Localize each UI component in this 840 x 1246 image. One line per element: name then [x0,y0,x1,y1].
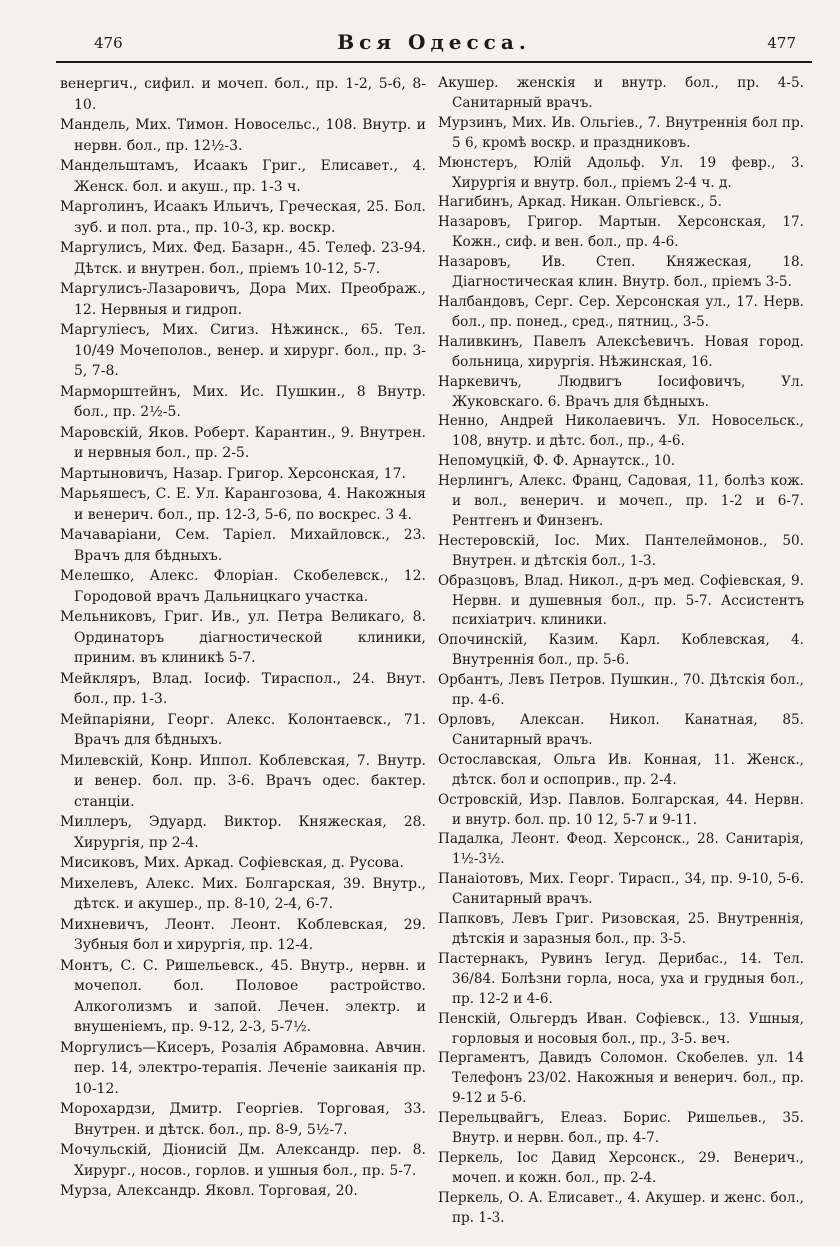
entry-margolin: Марголинъ, Исаакъ Ильичъ, Греческая, 25. Бол. зуб. и пол. рта., пр. 10-3, кр. воскр. [60,199,426,236]
entry-nepomutsky: Непомуцкій, Ф. Ф. Арнаутск., 10. [438,453,676,470]
entry-morgulis-kiser: Моргулисъ—Кисеръ, Розалія Абрамовна. Авчин. пер. 14, электро-терапія. Леченіе заиканія пр. 10-12. [60,1039,426,1097]
entry-obraztsov: Образцовъ, Влад. Никол., д-ръ мед. Софіевская, 9. Нервн. и душевныя бол., пр. 5-7. Ассистентъ психіатрич. клиники. [438,572,804,629]
entry-pereltsvaig: Перельцвайгъ, Елеаз. Борис. Ришельев., 35. Внутр. и нервн. бол., пр. 4-7. [438,1110,804,1147]
entry-pergament: Пергаментъ, Давидъ Соломон. Скобелев. ул. 14 Телефонъ 23/02. Накожныя и венерич. бол., пр. 9-12 и 5-6. [438,1050,804,1107]
entry-narkevich: Наркевичъ, Людвигъ Іосифовичъ, Ул. Жуковскаго. 6. Врачъ для бѣдныхъ. [438,373,804,410]
entry-meiklyar: Мейкляръ, Влад. Іосиф. Тираспол., 24. Внут. бол., пр. 1-3. [60,670,426,707]
entry-nalbandov: Налбандовъ, Серг. Сер. Херсонская ул., 17. Нерв. бол., пр. понед., сред., пятниц., 3-5. [438,293,804,330]
entry-meipariyani: Мейпаріяни, Георг. Алекс. Колонтаевск., 71. Врачъ для бѣдныхъ. [60,711,426,748]
running-title: Вся Одесса. [337,30,531,54]
entry-orlov: Орловъ, Алексан. Никол. Канатная, 85. Санитарный врачъ. [438,712,804,748]
entry-mochulsky: Мочульскій, Діонисій Дм. Александр. пер. 8. Хирург., носов., горлов. и ушныя бол., пр. 5-7. [60,1142,426,1179]
entry-marguliyes: Маргуліесъ, Мих. Сигиз. Нѣжинск., 65. Тел. 10/49 Мочеполов., венер. и хирург. бол., пр. 3-5, 7-8. [60,322,426,379]
entry-murza-continued: Акушер. женскія и внутр. бол., пр. 4-5. Санитарный врачъ. [438,75,804,111]
entry-nerling: Нерлингъ, Алекс. Франц, Садовая, 11, болѣз кож. и вол., венерич. и мочеп., пр. 1-2 и 6-7. Рентгенъ и Финзенъ. [438,473,804,529]
entry-opochinsky: Опочинскій, Казим. Карл. Коблевская, 4. Внутреннія бол., пр. 5-6. [438,632,804,669]
entry-nalivkin: Наливкинъ, Павелъ Алексѣевичъ. Новая город. больница, хирургія. Нѣжинская, 16. [438,333,804,370]
entry-marmorshtein: Марморштейнъ, Мих. Ис. Пушкин., 8 Внутр. бол., пр. 2½-5. [60,383,426,420]
entry-mandelshtam: Мандельштамъ, Исаакъ Григ., Елисавет., 4. Женск. бол. и акуш., пр. 1-3 ч. [60,158,426,195]
entry-papkov: Папковъ, Левъ Григ. Ризовская, 25. Внутреннія, дѣтскія и заразныя бол., пр. 3-5. [438,911,804,947]
entry-mikhnevich: Михневичъ, Леонт. Леонт. Коблевская, 29. Зубныя бол и хирургія, пр. 12-4. [60,916,426,953]
entry-mikhelev: Михелевъ, Алекс. Мих. Болгарская, 39. Внутр., дѣтск. и акушер., пр. 8-10, 2-4, 6-7. [60,875,426,912]
left-column [60,74,426,1202]
entry-perkel-o: Перкель, О. А. Елисавет., 4. Акушер. и женс. бол., пр. 1-3. [438,1189,804,1226]
entry-ostoslavskaya: Остославская, Ольга Ив. Конная, 11. Женск., дѣтск. бол и оспоприв., пр. 2-4. [438,751,804,788]
entry-margulis-lazarovich: Маргулисъ-Лазаровичъ, Дора Мих. Преображ., 12. Нервныя и гидроп. [60,281,426,318]
entry-munster: Мюнстеръ, Юлій Адольф. Ул. 19 февр., 3. Хирургія и внутр. бол., пріемъ 2-4 ч. д. [438,154,804,191]
entry-continuation: венергич., сифил. и мочеп. бол., пр. 1-2, 5-6, 8-10. [60,76,426,113]
entry-miller: Миллеръ, Эдуард. Виктор. Княжеская, 28. Хирургія, пр 2-4. [60,814,426,851]
page-number-right: 477 [767,34,796,52]
entry-ostrovsky: Островскій, Изр. Павлов. Болгарская, 44. Нервн. и внутр. бол. пр. 10 12, 5-7 и 9-11. [438,791,804,828]
entry-nazarov-grigor: Назаровъ, Григор. Мартын. Херсонская, 17. Кожн., сиф. и вен. бол., пр. 4-6. [438,214,804,251]
entry-nazarov-iv: Назаровъ, Ив. Степ. Княжеская, 18. Діагностическая клин. Внутр. бол., пріемъ 3-5. [438,254,804,291]
header-rule [56,61,812,63]
right-column [438,74,804,1229]
entry-pensky: Пенскій, Ольгердъ Иван. Софіевск., 13. Ушныя, горловыя и носовыя бол., пр., 3-5. веч. [438,1010,804,1047]
page-number-left: 476 [94,34,123,52]
entry-nenno: Ненно, Андрей Николаевичъ. Ул. Новосельск., 108, внутр. и дѣтс. бол., пр., 4-6. [438,413,804,450]
entry-panaiotov: Панаіотовъ, Мих. Георг. Тирасп., 34, пр. 9-10, 5-6. Санитарный врачъ. [438,871,804,908]
entry-murza: Мурза, Александр. Яковл. Торговая, 20. [60,1183,358,1199]
entry-milevsky: Милевскій, Конр. Иппол. Коблевская, 7. Внутр. и венер. бол. пр. 3-6. Врачъ одес. бактер. станціи. [60,752,426,810]
entry-marovsky: Маровскій, Яков. Роберт. Карантин., 9. Внутрен. и нервныя бол., пр. 2-5. [60,424,426,461]
entry-mont: Монтъ, С. С. Ришельевск., 45. Внутр., нервн. и мочепол. бол. Половое растройство. Алкоголизмъ и запой. Лечен. электр. и внушеніемъ, пр. 9-12, 2-3, 5-7½. [60,957,426,1035]
entry-perkel-ios: Перкель, Іос Давид Херсонск., 29. Венерич., мочеп. и кожн. бол., пр. 2-4. [438,1149,804,1186]
entry-morokhardzi: Морохардзи, Дмитр. Георгіев. Торговая, 33. Внутрен. и дѣтск. бол., пр. 8-9, 5½-7. [60,1101,426,1138]
entry-melnikov: Мельниковъ, Григ. Ив., ул. Петра Великаго, 8. Ординаторъ діагностической клиники, приним. въ клиникѣ 5-7. [60,609,426,666]
entry-mandel: Мандель, Мих. Тимон. Новосельс., 108. Внутр. и нервн. бол., пр. 12½-3. [60,117,426,154]
entry-machavariani: Мачаваріани, Сем. Таріел. Михайловск., 23. Врачъ для бѣдныхъ. [60,527,426,564]
entry-nagibin: Нагибинъ, Аркад. Никан. Ольгіевск., 5. [438,194,722,211]
entry-martynovich: Мартыновичъ, Назар. Григор. Херсонская, 17. [60,465,406,482]
page-header [56,28,812,58]
entry-maryashes: Марьяшесъ, С. Е. Ул. Карангозова, 4. Накожныя и венерич. бол., пр. 12-3, 5-6, по воскрес. 3 4. [60,486,426,523]
entry-nesterovsky: Нестеровскій, Іос. Мих. Пантелеймонов., 50. Внутрен. и дѣтскія бол., 1-3. [438,532,804,569]
entry-orbant: Орбантъ, Левъ Петров. Пушкин., 70. Дѣтскія бол., пр. 4-6. [438,672,804,709]
entry-padalka: Падалка, Леонт. Феод. Херсонск., 28. Санитарія, 1½-3½. [438,831,804,868]
entry-margulis: Маргулисъ, Мих. Фед. Базарн., 45. Телеф. 23-94. Дѣтск. и внутрен. бол., пріемъ 10-12, 5-7. [60,240,426,277]
entry-meleshko: Мелешко, Алекс. Флоріан. Скобелевск., 12. Городовой врачъ Дальницкаго участка. [60,568,426,605]
entry-murzin: Мурзинъ, Мих. Ив. Ольгіев., 7. Внутреннія бол пр. 5 6, кромѣ воскр. и праздниковъ. [438,114,804,151]
entry-misikov: Мисиковъ, Мих. Аркад. Софіевская, д. Русова. [60,855,404,871]
entry-pasternak: Пастернакъ, Рувинъ Іегуд. Дерибас., 14. Тел. 36/84. Болѣзни горла, носа, уха и грудныя бол., пр. 12-2 и 4-6. [438,950,804,1007]
